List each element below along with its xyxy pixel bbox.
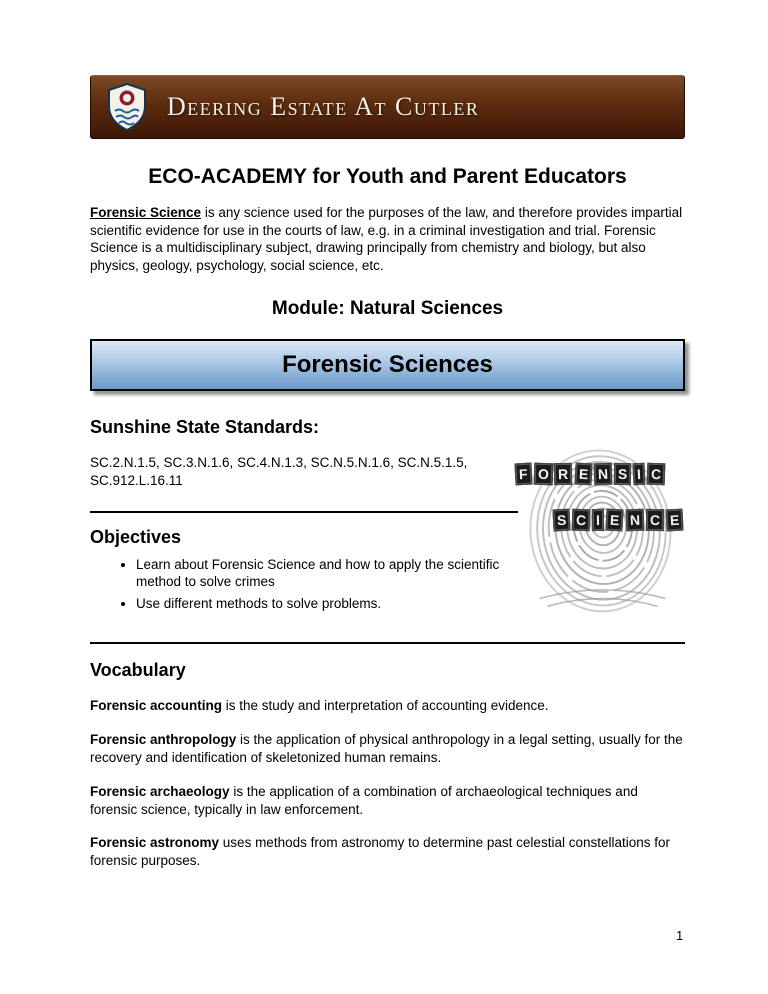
vocab-entry: [90, 783, 685, 819]
module-heading: Module: Natural Sciences: [271, 298, 504, 320]
intro-body-text: is any science used for the purposes of the law, and therefore provides impartial scientific evidence for use in the courts of law, e.g. in a criminal investigation and trial. Forensic Science is a multidisciplinary subject, drawing principally from chemistry and biology, but also physics, geology, psychology, social science, etc.: [90, 205, 683, 273]
stamp-letter: I: [633, 463, 646, 486]
stamp-letter: E: [665, 509, 683, 532]
fingerprint-figure: [520, 425, 685, 613]
deering-estate-crest-icon: [107, 83, 147, 131]
divider-standards: [90, 511, 518, 513]
stamp-letter: N: [625, 509, 644, 532]
vocab-entry: [90, 731, 685, 767]
stamp-letter: C: [572, 509, 591, 532]
vocab-term: Forensic astronomy: [90, 835, 220, 851]
standards-objectives-column: [90, 417, 518, 616]
stamp-letter: E: [574, 463, 592, 486]
objective-item: • Use different methods to solve problems.: [136, 595, 518, 613]
stamp-letter: I: [592, 509, 604, 531]
vocab-definition: is the study and interpretation of accounting evidence.: [222, 698, 549, 714]
stamp-letter: N: [594, 463, 613, 486]
vocab-entry: [90, 834, 685, 870]
standards-codes: SC.2.N.1.5, SC.3.N.1.6, SC.4.N.1.3, SC.N.5.N.1.6, SC.N.5.1.5, SC.912.L.16.11: [90, 455, 468, 489]
stamp-letter: R: [554, 463, 573, 485]
vocab-term: Forensic archaeology: [90, 783, 230, 799]
divider-full-width: [90, 642, 685, 644]
vocab-term: Forensic accounting: [90, 698, 223, 714]
vocab-term: Forensic anthropology: [90, 732, 237, 748]
objectives-heading: Objectives: [90, 526, 182, 547]
objectives-list: [90, 556, 518, 613]
stamp-letter: C: [646, 509, 665, 531]
vocab-definition: is the application of a combination of archaeological techniques and forensic science, typically in law enforcement.: [90, 783, 638, 817]
intro-lead-term: Forensic Science: [90, 205, 202, 220]
page-title: ECO-ACADEMY for Youth and Parent Educators: [148, 165, 627, 188]
vocab-entry: [90, 697, 685, 715]
stamp-letter: S: [552, 509, 570, 532]
standards-objectives-section: [90, 417, 685, 616]
vocab-definition: is the application of physical anthropology in a legal setting, usually for the recovery and identification of skeletonized human remains.: [90, 732, 683, 765]
fingerprint-label-forensic: [514, 463, 666, 485]
stamp-letter: O: [533, 463, 553, 486]
standards-heading: Sunshine State Standards:: [90, 417, 320, 438]
intro-paragraph: [90, 204, 685, 274]
module-banner: [90, 339, 685, 391]
fingerprint-label-science: [552, 509, 684, 531]
vocab-definition: uses methods from astronomy to determine past celestial constellations for forensic purposes.: [90, 835, 671, 869]
stamp-letter: S: [614, 463, 632, 485]
vocabulary-heading: Vocabulary: [90, 660, 186, 681]
module-banner-title: Forensic Sciences: [282, 351, 493, 379]
stamp-letter: F: [514, 463, 532, 486]
objective-item: • Learn about Forensic Science and how to apply the scientific method to solve crimes: [136, 556, 518, 591]
header-banner: [90, 75, 685, 139]
stamp-letter: E: [606, 509, 624, 532]
banner-title: Deering Estate At Cutler: [167, 92, 480, 121]
page-number: 1: [676, 928, 684, 943]
stamp-letter: C: [647, 463, 666, 486]
